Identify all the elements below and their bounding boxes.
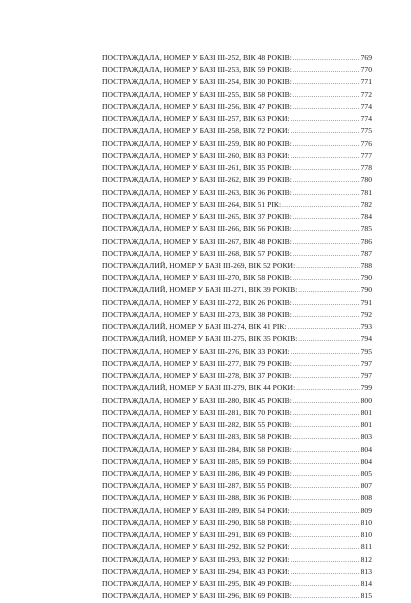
- toc-page-number: 810: [360, 517, 372, 527]
- toc-page-number: 803: [360, 432, 372, 442]
- toc-dot-leader: [293, 591, 360, 602]
- toc-entry-title: ПОСТРАЖДАЛА, НОМЕР У БАЗІ III-252, ВІК 48 РОКІВ:: [102, 53, 292, 62]
- toc-page-number: 814: [360, 579, 372, 589]
- toc-entry-title: ПОСТРАЖДАЛА, НОМЕР У БАЗІ III-257, ВІК 63 РОКИ:: [102, 114, 290, 124]
- toc-entry-title: ПОСТРАЖДАЛА, НОМЕР У БАЗІ III-287, ВІК 55 РОКІВ:: [102, 481, 292, 491]
- toc-entry-title: ПОСТРАЖДАЛА, НОМЕР У БАЗІ III-284, ВІК 58 РОКІВ:: [102, 444, 292, 454]
- toc-page-number: 784: [360, 212, 372, 222]
- toc-entry[interactable]: [102, 554, 372, 566]
- toc-page-number: 774: [360, 114, 372, 124]
- toc-entry[interactable]: [102, 284, 372, 296]
- toc-entry[interactable]: [102, 529, 372, 541]
- toc-entry[interactable]: [102, 382, 372, 394]
- toc-entry[interactable]: [102, 407, 372, 419]
- toc-dot-leader: [293, 77, 360, 88]
- toc-entry-title: ПОСТРАЖДАЛА, НОМЕР У БАЗІ III-273, ВІК 38 РОКІВ:: [102, 309, 292, 319]
- toc-page-number: 786: [360, 236, 372, 246]
- toc-page-number: 790: [360, 273, 372, 283]
- toc-entry[interactable]: [102, 444, 372, 456]
- toc-page-number: 795: [360, 346, 372, 356]
- toc-dot-leader: [293, 65, 360, 76]
- toc-entry[interactable]: [102, 272, 372, 284]
- toc-entry-title: ПОСТРАЖДАЛИЙ, НОМЕР У БАЗІ III-271, ВІК 39 РОКІВ:: [102, 285, 298, 295]
- toc-entry-title: ПОСТРАЖДАЛА, НОМЕР У БАЗІ III-294, ВІК 43 РОКИ:: [102, 566, 290, 576]
- toc-entry[interactable]: [102, 199, 372, 211]
- toc-entry[interactable]: [102, 431, 372, 443]
- toc-dot-leader: [291, 347, 360, 358]
- toc-entry[interactable]: [102, 346, 372, 358]
- toc-dot-leader: [293, 408, 360, 419]
- toc-entry-title: ПОСТРАЖДАЛА, НОМЕР У БАЗІ III-268, ВІК 57 РОКІВ:: [102, 248, 292, 258]
- toc-entry[interactable]: [102, 590, 372, 602]
- toc-entry[interactable]: [102, 309, 372, 321]
- toc-entry-title: ПОСТРАЖДАЛА, НОМЕР У БАЗІ III-270, ВІК 58 РОКІВ:: [102, 273, 292, 283]
- toc-dot-leader: [293, 518, 360, 529]
- toc-entry[interactable]: [102, 236, 372, 248]
- toc-entry-title: ПОСТРАЖДАЛА, НОМЕР У БАЗІ III-283, ВІК 58 РОКІВ:: [102, 432, 292, 442]
- toc-dot-leader: [293, 469, 360, 480]
- toc-entry-title: ПОСТРАЖДАЛА, НОМЕР У БАЗІ III-295, ВІК 49 РОКІВ:: [102, 579, 292, 589]
- toc-dot-leader: [293, 237, 360, 248]
- toc-entry[interactable]: [102, 223, 372, 235]
- toc-dot-leader: [293, 102, 360, 113]
- toc-entry-title: ПОСТРАЖДАЛИЙ, НОМЕР У БАЗІ III-274, ВІК 41 РІК:: [102, 322, 287, 332]
- toc-dot-leader: [293, 273, 360, 284]
- toc-entry[interactable]: [102, 333, 372, 345]
- toc-page-number: 812: [360, 554, 372, 564]
- toc-dot-leader: [293, 188, 360, 199]
- toc-page-number: 774: [360, 101, 372, 111]
- toc-page-number: 807: [360, 481, 372, 491]
- toc-entry-title: ПОСТРАЖДАЛА, НОМЕР У БАЗІ III-260, ВІК 83 РОКИ:: [102, 150, 290, 160]
- toc-dot-leader: [291, 555, 360, 566]
- toc-dot-leader: [293, 445, 360, 456]
- toc-entry-title: ПОСТРАЖДАЛА, НОМЕР У БАЗІ III-272, ВІК 26 РОКІВ:: [102, 297, 292, 307]
- toc-entry-title: ПОСТРАЖДАЛА, НОМЕР У БАЗІ III-256, ВІК 47 РОКІВ:: [102, 101, 292, 111]
- toc-entry[interactable]: [102, 566, 372, 578]
- toc-dot-leader: [293, 163, 360, 174]
- toc-entry-title: ПОСТРАЖДАЛА, НОМЕР У БАЗІ III-278, ВІК 37 РОКІВ:: [102, 371, 292, 381]
- toc-page-number: 793: [360, 322, 372, 332]
- toc-entry[interactable]: [102, 150, 372, 162]
- toc-dot-leader: [293, 310, 360, 321]
- toc-dot-leader: [293, 457, 360, 468]
- toc-entry-title: ПОСТРАЖДАЛА, НОМЕР У БАЗІ III-282, ВІК 55 РОКІВ:: [102, 420, 292, 430]
- toc-page-number: 801: [360, 407, 372, 417]
- toc-page-number: 809: [360, 505, 372, 515]
- toc-dot-leader: [293, 298, 360, 309]
- toc-page-number: 794: [360, 334, 372, 344]
- toc-entry[interactable]: [102, 370, 372, 382]
- toc-page-number: 780: [360, 175, 372, 185]
- toc-page-number: 799: [360, 383, 372, 393]
- toc-entry[interactable]: [102, 541, 372, 553]
- toc-page-number: 775: [360, 126, 372, 136]
- toc-dot-leader: [291, 567, 360, 578]
- toc-page-number: 815: [360, 591, 372, 601]
- toc-dot-leader: [293, 530, 360, 541]
- toc-dot-leader: [291, 542, 360, 553]
- toc-dot-leader: [291, 506, 360, 517]
- toc-page-number: 790: [360, 285, 372, 295]
- toc-page-number: 810: [360, 530, 372, 540]
- toc-entry-title: ПОСТРАЖДАЛА, НОМЕР У БАЗІ III-266, ВІК 56 РОКІВ:: [102, 224, 292, 234]
- toc-dot-leader: [293, 420, 360, 431]
- toc-entry[interactable]: [102, 492, 372, 504]
- toc-entry-title: ПОСТРАЖДАЛА, НОМЕР У БАЗІ III-267, ВІК 48 РОКІВ:: [102, 236, 292, 246]
- toc-entry[interactable]: [102, 138, 372, 150]
- toc-page-number: 797: [360, 371, 372, 381]
- toc-entry[interactable]: [102, 517, 372, 529]
- toc-entry[interactable]: [102, 480, 372, 492]
- toc-page-number: 805: [360, 468, 372, 478]
- toc-entry-title: ПОСТРАЖДАЛА, НОМЕР У БАЗІ III-265, ВІК 37 РОКІВ:: [102, 212, 292, 222]
- toc-page-number: 801: [360, 420, 372, 430]
- toc-page-number: 808: [360, 493, 372, 503]
- toc-entry-title: ПОСТРАЖДАЛА, НОМЕР У БАЗІ III-292, ВІК 52 РОКИ:: [102, 542, 290, 552]
- toc-entry[interactable]: [102, 52, 372, 64]
- toc-page-number: 800: [360, 395, 372, 405]
- toc-dot-leader: [293, 90, 360, 101]
- toc-page-number: 777: [360, 150, 372, 160]
- toc-entry-title: ПОСТРАЖДАЛА, НОМЕР У БАЗІ III-276, ВІК 33 РОКИ:: [102, 346, 290, 356]
- toc-dot-leader: [293, 175, 360, 186]
- toc-dot-leader: [293, 249, 360, 260]
- toc-page-number: 792: [360, 309, 372, 319]
- toc-page-number: 770: [360, 65, 372, 75]
- toc-dot-leader: [293, 212, 360, 223]
- toc-entry-title: ПОСТРАЖДАЛА, НОМЕР У БАЗІ III-264, ВІК 51 РІК:: [102, 199, 282, 209]
- toc-dot-leader: [293, 481, 360, 492]
- toc-entry[interactable]: [102, 419, 372, 431]
- toc-entry-title: ПОСТРАЖДАЛА, НОМЕР У БАЗІ III-258, ВІК 72 РОКИ:: [102, 126, 290, 136]
- toc-dot-leader: [291, 151, 360, 162]
- toc-entry-title: ПОСТРАЖДАЛА, НОМЕР У БАЗІ III-289, ВІК 54 РОКИ:: [102, 505, 290, 515]
- toc-entry-title: ПОСТРАЖДАЛА, НОМЕР У БАЗІ III-262, ВІК 39 РОКІВ:: [102, 175, 292, 185]
- toc-dot-leader: [293, 53, 360, 64]
- toc-dot-leader: [296, 383, 359, 394]
- table-of-contents: [102, 52, 372, 603]
- toc-page-number: 811: [360, 542, 372, 552]
- toc-page-number: 782: [360, 199, 372, 209]
- toc-entry[interactable]: [102, 297, 372, 309]
- toc-page-number: 785: [360, 224, 372, 234]
- toc-entry-title: ПОСТРАЖДАЛА, НОМЕР У БАЗІ III-288, ВІК 36 РОКІВ:: [102, 493, 292, 503]
- toc-dot-leader: [298, 285, 359, 296]
- toc-entry-title: ПОСТРАЖДАЛА, НОМЕР У БАЗІ III-280, ВІК 45 РОКІВ:: [102, 395, 292, 405]
- toc-dot-leader: [293, 396, 360, 407]
- toc-entry[interactable]: [102, 395, 372, 407]
- toc-entry[interactable]: [102, 358, 372, 370]
- toc-entry-title: ПОСТРАЖДАЛА, НОМЕР У БАЗІ III-291, ВІК 69 РОКІВ:: [102, 530, 292, 540]
- toc-page-number: 804: [360, 456, 372, 466]
- toc-entry[interactable]: [102, 89, 372, 101]
- toc-entry[interactable]: [102, 113, 372, 125]
- toc-entry[interactable]: [102, 456, 372, 468]
- toc-entry-title: ПОСТРАЖДАЛА, НОМЕР У БАЗІ III-286, ВІК 49 РОКІВ:: [102, 468, 292, 478]
- toc-page-number: 771: [360, 77, 372, 87]
- toc-dot-leader: [288, 322, 360, 333]
- toc-entry-title: ПОСТРАЖДАЛА, НОМЕР У БАЗІ III-261, ВІК 35 РОКІВ:: [102, 163, 292, 173]
- toc-entry[interactable]: [102, 125, 372, 137]
- toc-dot-leader: [282, 200, 359, 211]
- toc-page-number: 772: [360, 89, 372, 99]
- toc-page-number: 787: [360, 248, 372, 258]
- toc-entry[interactable]: [102, 505, 372, 517]
- toc-page-number: 778: [360, 163, 372, 173]
- toc-entry-title: ПОСТРАЖДАЛА, НОМЕР У БАЗІ III-296, ВІК 69 РОКІВ:: [102, 591, 292, 601]
- toc-entry-title: ПОСТРАЖДАЛА, НОМЕР У БАЗІ III-277, ВІК 79 РОКІВ:: [102, 358, 292, 368]
- toc-entry[interactable]: [102, 187, 372, 199]
- toc-entry-title: ПОСТРАЖДАЛА, НОМЕР У БАЗІ III-253, ВІК 59 РОКІВ:: [102, 65, 292, 75]
- toc-dot-leader: [291, 114, 360, 125]
- toc-page-number: 788: [360, 260, 372, 270]
- toc-entry-title: ПОСТРАЖДАЛА, НОМЕР У БАЗІ III-254, ВІК 30 РОКІВ:: [102, 77, 292, 87]
- toc-entry[interactable]: [102, 248, 372, 260]
- toc-entry[interactable]: [102, 162, 372, 174]
- toc-dot-leader: [296, 261, 359, 272]
- toc-entry-title: ПОСТРАЖДАЛА, НОМЕР У БАЗІ III-255, ВІК 58 РОКІВ:: [102, 89, 292, 99]
- toc-entry-title: ПОСТРАЖДАЛИЙ, НОМЕР У БАЗІ III-279, ВІК 44 РОКИ:: [102, 383, 296, 393]
- toc-dot-leader: [293, 139, 360, 150]
- toc-entry-title: ПОСТРАЖДАЛА, НОМЕР У БАЗІ III-290, ВІК 58 РОКІВ:: [102, 517, 292, 527]
- toc-page-number: 769: [360, 53, 372, 62]
- toc-entry-title: ПОСТРАЖДАЛА, НОМЕР У БАЗІ III-281, ВІК 70 РОКІВ:: [102, 407, 292, 417]
- toc-entry-title: ПОСТРАЖДАЛА, НОМЕР У БАЗІ III-285, ВІК 59 РОКІВ:: [102, 456, 292, 466]
- toc-page-number: 791: [360, 297, 372, 307]
- toc-dot-leader: [291, 126, 360, 137]
- toc-entry[interactable]: [102, 76, 372, 88]
- toc-page-number: 781: [360, 187, 372, 197]
- toc-dot-leader: [293, 579, 360, 590]
- toc-entry-title: ПОСТРАЖДАЛА, НОМЕР У БАЗІ III-259, ВІК 80 РОКІВ:: [102, 138, 292, 148]
- toc-dot-leader: [293, 224, 360, 235]
- toc-entry[interactable]: [102, 64, 372, 76]
- toc-entry[interactable]: [102, 211, 372, 223]
- toc-entry[interactable]: [102, 260, 372, 272]
- toc-dot-leader: [298, 334, 359, 345]
- toc-page-number: 804: [360, 444, 372, 454]
- toc-dot-leader: [293, 371, 360, 382]
- toc-dot-leader: [293, 359, 360, 370]
- toc-entry-title: ПОСТРАЖДАЛИЙ, НОМЕР У БАЗІ III-269, ВІК 52 РОКИ:: [102, 260, 296, 270]
- toc-page-number: 797: [360, 358, 372, 368]
- toc-entry[interactable]: [102, 468, 372, 480]
- toc-entry-title: ПОСТРАЖДАЛА, НОМЕР У БАЗІ III-293, ВІК 32 РОКИ:: [102, 554, 290, 564]
- toc-dot-leader: [293, 432, 360, 443]
- toc-entry-title: ПОСТРАЖДАЛИЙ, НОМЕР У БАЗІ III-275, ВІК 35 РОКІВ:: [102, 334, 298, 344]
- toc-entry[interactable]: [102, 101, 372, 113]
- toc-page-number: 813: [360, 566, 372, 576]
- toc-entry-title: ПОСТРАЖДАЛА, НОМЕР У БАЗІ III-263, ВІК 36 РОКІВ:: [102, 187, 292, 197]
- toc-entry[interactable]: [102, 321, 372, 333]
- toc-entry[interactable]: [102, 174, 372, 186]
- toc-dot-leader: [293, 493, 360, 504]
- toc-page-number: 776: [360, 138, 372, 148]
